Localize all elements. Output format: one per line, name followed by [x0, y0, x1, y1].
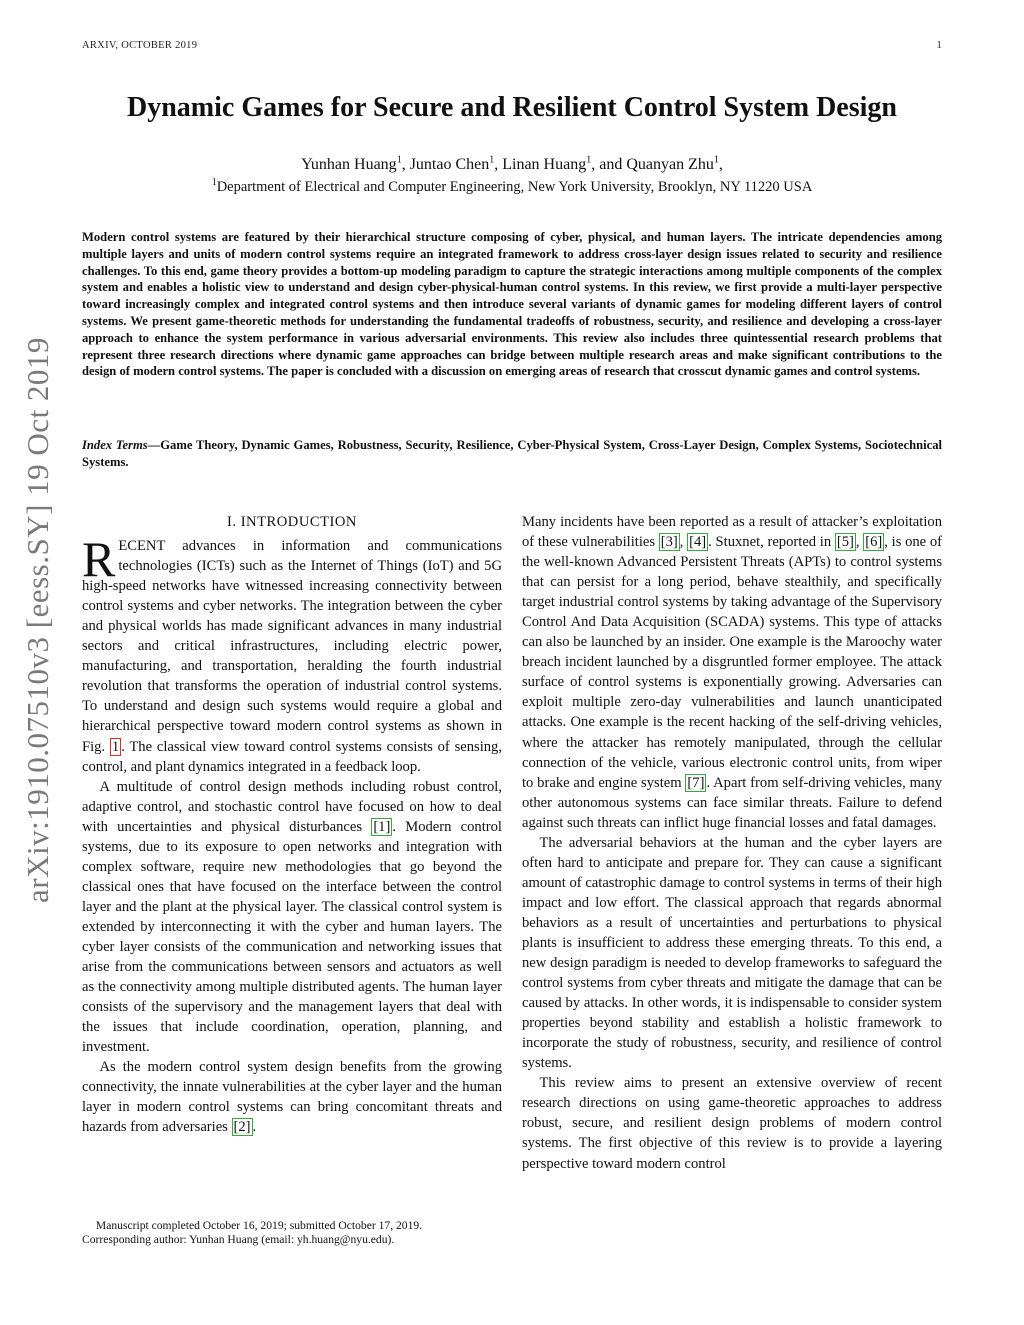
index-terms: Index Terms—Game Theory, Dynamic Games, Robustness, Security, Resilience, Cyber-Physical System, Cross-Layer Design, Complex Systems, Sociotechnical Systems.: [82, 438, 942, 469]
running-header: ARXIV, OCTOBER 2019: [82, 40, 198, 51]
left-column: [82, 512, 502, 1137]
author-list: Yunhan Huang$^1$, Juntao Chen$^1$, Linan Huang$^1$, and Quanyan Zhu$^1$,: [301, 154, 723, 173]
citation-link[interactable]: [5]: [836, 534, 854, 551]
paragraph: The adversarial behaviors at the human and the cyber layers are often hard to anticipate and prepare for. They can cause a significant amount of catastrophic damage to control systems in terms of their high impact and low effort. The classical approach that regards abnormal behaviors as a result of uncertainties and perturbations to physical plants is insufficient to address these emerging threats. To this end, a new design paradigm is needed to develop frameworks to safeguard the control systems from cyber threats and mitigate the damage that can be caused by attacks. In other words, it is indispensable to consider system properties beyond stability and establish a holistic framework to incorporate the study of robustness, security, and resilience of control systems.: [522, 834, 942, 1072]
figure-link[interactable]: 1: [111, 738, 120, 755]
paragraph: As the modern control system design benefits from the growing connectivity, the innate vulnerabilities at the cyber layer and the human layer in modern control systems can bring concomitant threats and hazards from adversaries [2] .: [82, 1059, 502, 1136]
citation-link[interactable]: [7]: [687, 774, 705, 791]
citation-link[interactable]: [4]: [689, 534, 707, 551]
paragraph: RECENT advances in information and communications technologies (ICTs) such as the Internet of Things (IoT) and 5G high-speed networks have witnessed increasing connectivity between control systems and cyber networks. The integration between the cyber and physical worlds has made significant advances in many industrial sectors and critical infrastructures, including electric power, manufacturing, and transportation, heralding the fourth industrial revolution that transforms the operation of industrial control systems. To understand and design such systems would require a global and hierarchical perspective toward modern control systems as shown in Fig. 1 . The classical view toward control systems consists of sensing, control, and plant dynamics integrated in a feedback loop.: [82, 531, 502, 775]
citation-link[interactable]: [3]: [660, 534, 678, 551]
author-name: Quanyan Zhu: [626, 156, 714, 173]
citation-link[interactable]: [6]: [865, 534, 883, 551]
author-name: Linan Huang: [502, 156, 587, 173]
affiliation: $^1$Department of Electrical and Computer Engineering, New York University, Brooklyn, NY 11220 USA: [211, 177, 813, 195]
section-heading: I. INTRODUCTION: [227, 514, 357, 530]
page-number: 1: [936, 40, 942, 51]
index-terms-label: Index Terms: [82, 438, 148, 452]
author-name: Juntao Chen: [409, 156, 490, 173]
drop-cap: R: [82, 531, 116, 588]
author-name: Yunhan Huang: [301, 156, 397, 173]
citation-link[interactable]: [2]: [233, 1119, 251, 1136]
citation-link[interactable]: [1]: [373, 818, 391, 835]
paragraph: Many incidents have been reported as a result of attacker’s exploitation of these vulnerabilities [3] , [4] . Stuxnet, reported in [5] , [6] , is one of the well-known Advanced Persistent Threats (APTs) to control systems that can persist for a long period, behave stealthily, and specifically target industrial control systems by taking advantage of the Supervisory Control And Data Acquisition (SCADA) systems. This type of attacks can also be launched by an insider. One example is the Maroochy water breach incident launched by a disgruntled former employee. The attack surface of control systems is exponentially growing. Adversaries can exploit multiple zero-day vulnerabilities and launch unanticipated attacks. One example is the recent hacking of the self-driving vehicles, where the attacker has remotely manipulated, through the cellular connection of the vehicle, various electronic control units, from wiper to brake and engine system [7] . Apart from self-driving vehicles, many other autonomous systems can face similar threats. Failure to defend against such threats can inflict huge financial losses and fatal damages.: [522, 514, 943, 831]
paragraph: This review aims to present an extensive overview of recent research directions on using game-theoretic approaches to address robust, secure, and resilient design problems of modern control systems. The first objective of this review is to provide a layering perspective toward modern control: [522, 1075, 942, 1172]
arxiv-identifier[interactable]: arXiv:1910.07510v3 [eess.SY] 19 Oct 2019: [20, 337, 55, 903]
abstract: Modern control systems are featured by their hierarchical structure composing of cyber, physical, and human layers. The intricate dependencies among multiple layers and units of modern control systems require an integrated framework to address cross-layer design issues related to security and resilience challenges. To this end, game theory provides a bottom-up modeling paradigm to capture the strategic interactions among multiple components of the complex system and enables a holistic view to understand and design cyber-physical-human control systems. In this review, we first provide a multi-layer perspective toward increasingly complex and integrated control systems and then introduce several variants of dynamic games for modeling different layers of control systems. We present game-theoretic methods for understanding the fundamental tradeoffs of robustness, security, and resilience and developing a cross-layer approach to enhance the system performance in various adversarial environments. This review also includes three quintessential research problems that represent three research directions where dynamic game approaches can bridge between multiple research areas and make significant contributions to the design of modern control systems. The paper is concluded with a discussion on emerging areas of research that crosscut dynamic games and control systems.: [82, 230, 942, 379]
footnote: Manuscript completed October 16, 2019; submitted October 17, 2019. Corresponding author: Yunhan Huang (email: yh.huang@nyu.edu).: [82, 1219, 423, 1246]
paragraph: A multitude of control design methods including robust control, adaptive control, and stochastic control have focused on how to deal with uncertainties and physical disturbances [1] . Modern control systems, due to its exposure to open networks and integration with complex software, require new methodologies that go beyond the classical ones that have focused on the interface between the control layer and the plant at the physical layer. The classical control system is extended by interconnecting it with the cyber and human layers. The cyber layer consists of the communication and networking issues that arise from the communications between sensors and actuators as well as the connectivity among multiple distributed agents. The human layer consists of the supervisory and the management layers that deal with the issues that include coordination, operation, planning, and investment.: [82, 778, 502, 1056]
right-column: [522, 512, 942, 1174]
paper-title: Dynamic Games for Secure and Resilient Control System Design: [127, 92, 897, 123]
